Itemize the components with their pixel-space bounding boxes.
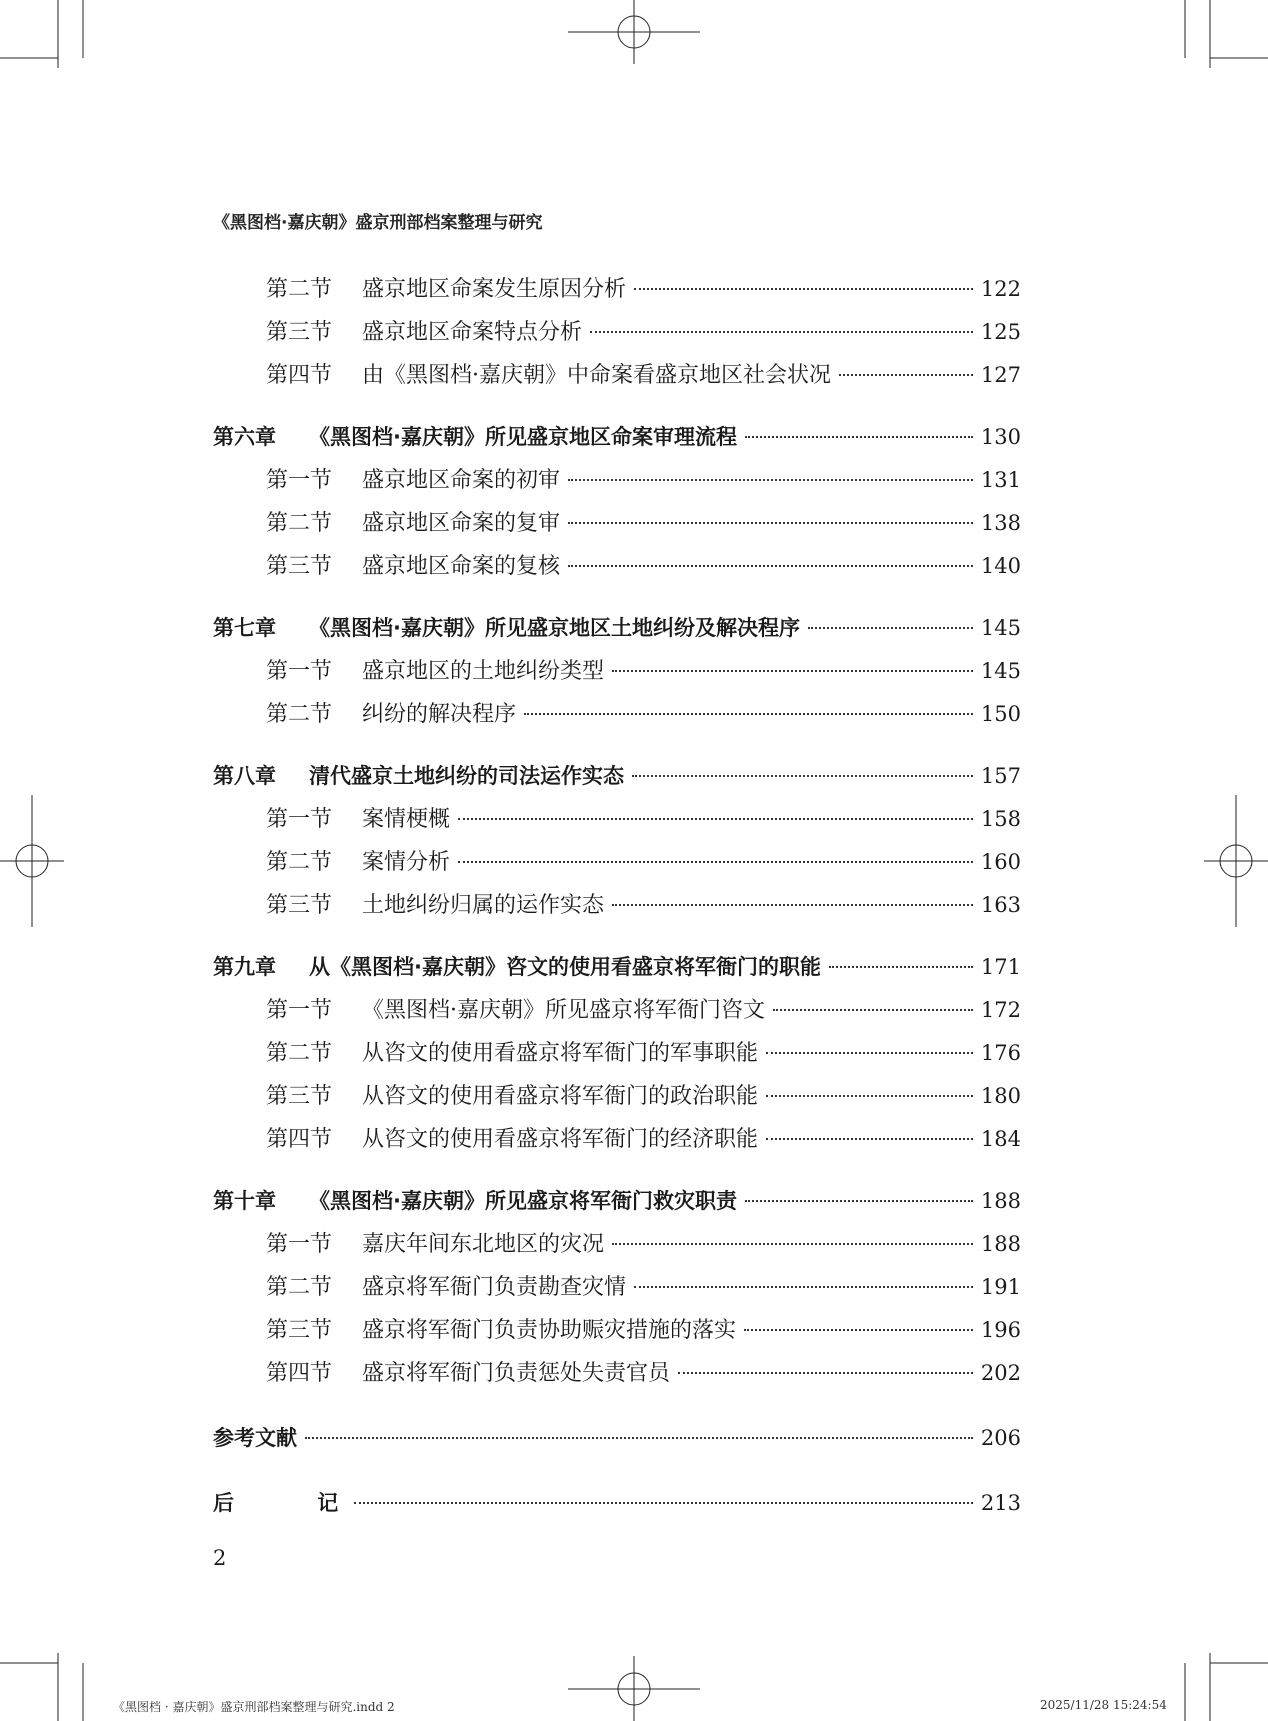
toc-section-row [213,1032,1021,1075]
toc-leader-dots [458,818,973,820]
toc-entry-number: 第一节 [266,807,333,832]
toc-page-number: 158 [980,807,1021,831]
toc-entry-title: 盛京将军衙门负责勘查灾情 [362,1275,627,1300]
toc-section-row [213,989,1021,1032]
toc-section-row [213,1118,1021,1161]
toc-section-row [213,1223,1021,1266]
toc-entry-title: 盛京将军衙门负责协助赈灾措施的落实 [362,1318,737,1343]
toc-entry-number: 第四节 [266,1361,333,1386]
toc-page-number: 206 [980,1426,1021,1450]
toc-leader-dots [829,966,973,968]
toc-entry-number: 第一节 [266,1232,333,1257]
toc-page-number: 213 [980,1491,1021,1515]
toc-leader-dots [766,1052,973,1054]
toc-entry-title: 《黑图档·嘉庆朝》所见盛京将军衙门咨文 [362,998,765,1023]
toc-entry-title: 从咨文的使用看盛京将军衙门的政治职能 [362,1084,759,1109]
slug-timestamp: 2025/11/28 15:24:54 [1040,1698,1167,1712]
toc-leader-dots [568,479,973,481]
toc-section-row [213,459,1021,502]
toc-entry-title: 参考文献 [213,1426,297,1450]
running-head: 《黑图档·嘉庆朝》盛京刑部档案整理与研究 [213,213,543,233]
toc-entry-title: 纠纷的解决程序 [362,702,517,727]
toc-page-number: 196 [980,1318,1021,1342]
toc-page-number: 180 [980,1084,1021,1108]
toc-entry-number: 第一节 [266,468,333,493]
toc-entry-title: 盛京地区命案的初审 [362,468,561,493]
toc-page-number: 145 [980,659,1021,683]
toc-leader-dots [773,1009,973,1011]
toc-leader-dots [839,374,973,376]
toc-entry-number: 第一节 [266,998,333,1023]
toc-entry-number: 第六章 [213,425,276,449]
toc-leader-dots [612,904,973,906]
toc-entry-title: 《黑图档·嘉庆朝》所见盛京地区土地纠纷及解决程序 [309,616,800,640]
toc-page-number: 202 [980,1361,1021,1385]
toc-leader-dots [745,1200,973,1202]
toc-leader-dots [612,1243,973,1245]
toc-leader-dots [766,1138,973,1140]
toc-entry-title: 盛京将军衙门负责惩处失责官员 [362,1361,671,1386]
toc-entry-number: 第二节 [266,511,333,536]
toc-entry-number: 第三节 [266,1084,333,1109]
toc-entry-number: 第二节 [266,1041,333,1066]
toc-entry-number: 第三节 [266,320,333,345]
toc-entry-title: 由《黑图档·嘉庆朝》中命案看盛京地区社会状况 [362,363,831,388]
toc-leader-dots [524,713,973,715]
toc-leader-dots [766,1095,973,1097]
toc-leader-dots [590,331,973,333]
toc-page-number: 172 [980,998,1021,1022]
toc-section-row [213,354,1021,397]
toc-entry-title: 盛京地区命案的复核 [362,554,561,579]
toc-leader-dots [305,1437,973,1439]
toc-leader-dots [568,522,973,524]
toc-leader-dots [354,1502,973,1504]
toc-entry-number: 第二节 [266,850,333,875]
toc-entry-title: 从咨文的使用看盛京将军衙门的军事职能 [362,1041,759,1066]
toc-entry-title: 清代盛京土地纠纷的司法运作实态 [309,764,624,788]
toc-section-row [213,311,1021,354]
toc-entry-number: 第十章 [213,1189,276,1213]
toc-entry-number: 第九章 [213,955,276,979]
toc-leader-dots [744,1329,973,1331]
toc-page-number: 188 [980,1232,1021,1256]
toc-chapter-row [213,1417,1021,1460]
toc-entry-title: 后 记 [213,1491,377,1515]
toc-entry-number: 第二节 [266,1275,333,1300]
toc-page-number: 184 [980,1127,1021,1151]
toc-page-number: 127 [980,363,1021,387]
toc-section-row [213,1266,1021,1309]
toc-page-number: 125 [980,320,1021,344]
toc-page-number: 140 [980,554,1021,578]
toc-page-number: 138 [980,511,1021,535]
toc-page-number: 188 [980,1189,1021,1213]
toc-chapter-row [213,755,1021,798]
toc-section-row [213,268,1021,311]
toc-entry-title: 土地纠纷归属的运作实态 [362,893,605,918]
toc-entry-title: 从《黑图档·嘉庆朝》咨文的使用看盛京将军衙门的职能 [309,955,821,979]
toc-page-number: 122 [980,277,1021,301]
toc-page-number: 160 [980,850,1021,874]
toc-entry-number: 第四节 [266,1127,333,1152]
toc-section-row [213,841,1021,884]
toc-leader-dots [634,288,973,290]
toc-page-number: 130 [980,425,1021,449]
toc-entry-number: 第八章 [213,764,276,788]
toc-entry-title: 盛京地区命案特点分析 [362,320,583,345]
slug-file-name: 《黑图档 · 嘉庆朝》盛京刑部档案整理与研究.indd 2 [113,1700,395,1714]
toc-page-number: 191 [980,1275,1021,1299]
toc-leader-dots [808,627,973,629]
toc-leader-dots [458,861,973,863]
toc-section-row [213,1352,1021,1395]
toc-page-number: 171 [980,955,1021,979]
toc-page-number: 131 [980,468,1021,492]
toc-section-row [213,1309,1021,1352]
toc-entry-title: 从咨文的使用看盛京将军衙门的经济职能 [362,1127,759,1152]
toc-entry-number: 第二节 [266,702,333,727]
toc-entry-title: 嘉庆年间东北地区的灾况 [362,1232,605,1257]
toc-entry-title: 《黑图档·嘉庆朝》所见盛京将军衙门救灾职责 [309,1189,737,1213]
toc-entry-number: 第三节 [266,1318,333,1343]
toc-entry-number: 第三节 [266,893,333,918]
toc-section-row [213,545,1021,588]
toc-section-row [213,650,1021,693]
toc-leader-dots [612,670,973,672]
toc-section-row [213,798,1021,841]
toc-entry-title: 盛京地区命案的复审 [362,511,561,536]
toc-chapter-row [213,416,1021,459]
toc-page-number: 150 [980,702,1021,726]
toc-section-row [213,502,1021,545]
toc-chapter-row [213,946,1021,989]
toc-entry-number: 第三节 [266,554,333,579]
toc-entry-title: 盛京地区命案发生原因分析 [362,277,627,302]
toc-entry-number: 第七章 [213,616,276,640]
toc-entry-number: 第二节 [266,277,333,302]
toc-section-row [213,693,1021,736]
toc-page-number: 163 [980,893,1021,917]
toc-entry-title: 案情分析 [362,850,451,875]
table-of-contents [213,268,1021,1525]
toc-entry-title: 盛京地区的土地纠纷类型 [362,659,605,684]
page-number: 2 [213,1546,227,1570]
toc-entry-title: 《黑图档·嘉庆朝》所见盛京地区命案审理流程 [309,425,737,449]
toc-entry-number: 第一节 [266,659,333,684]
toc-page-number: 157 [980,764,1021,788]
toc-leader-dots [632,775,973,777]
toc-chapter-row [213,607,1021,650]
toc-leader-dots [568,565,973,567]
toc-section-row [213,884,1021,927]
toc-entry-number: 第四节 [266,363,333,388]
toc-chapter-row [213,1180,1021,1223]
toc-page-number: 145 [980,616,1021,640]
toc-entry-title: 案情梗概 [362,807,451,832]
toc-chapter-row [213,1482,1021,1525]
toc-leader-dots [745,436,973,438]
toc-page-number: 176 [980,1041,1021,1065]
toc-leader-dots [634,1286,973,1288]
toc-leader-dots [678,1372,973,1374]
toc-section-row [213,1075,1021,1118]
